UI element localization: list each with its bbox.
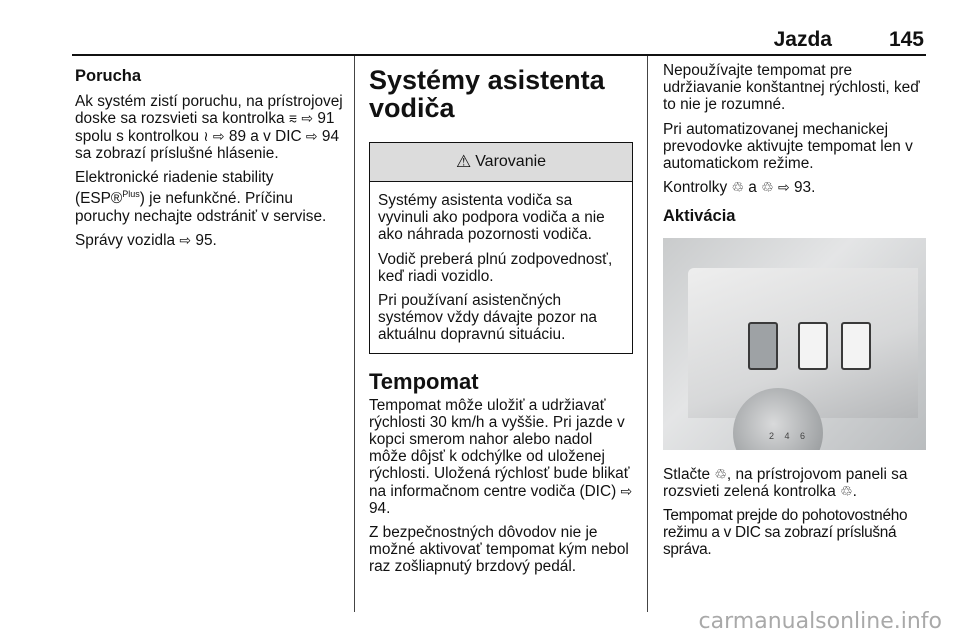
text: a v DIC [250, 127, 302, 145]
cruise-control-switch [748, 322, 778, 370]
warning-label: Varovanie [475, 153, 547, 171]
page-ref-arrow-icon: ⇨ [620, 482, 633, 499]
page-ref[interactable]: 91 [317, 110, 335, 128]
column-1 [75, 62, 343, 256]
text: . [852, 482, 857, 500]
page-ref-arrow-icon: ⇨ [305, 127, 318, 144]
page-ref[interactable]: 94. [369, 499, 391, 517]
page-ref-arrow-icon: ⇨ [212, 127, 225, 144]
paragraph [663, 466, 926, 500]
column-divider-2 [647, 56, 648, 612]
superscript: Plus [122, 189, 140, 200]
page-ref[interactable]: 89 [228, 127, 247, 145]
paragraph [369, 397, 633, 517]
text: , na prístrojovom paneli sa rozsvieti zelená kontrolka [663, 465, 908, 500]
page-ref[interactable]: 95. [195, 231, 217, 249]
page-ref-arrow-icon: ⇨ [301, 110, 314, 127]
paragraph [75, 232, 343, 249]
warning-paragraph: Vodič preberá plnú zodpovednosť, keď riadi vozidlo. [378, 250, 613, 285]
section-heading-tempomat: Tempomat [369, 368, 479, 394]
page-ref-arrow-icon: ⇨ [777, 179, 790, 196]
esp-warning-icon: ⩳ [288, 110, 298, 127]
page-ref-arrow-icon: ⇨ [179, 231, 192, 248]
text: a [748, 179, 757, 197]
section-heading-aktivacia: Aktivácia [663, 207, 736, 226]
text: Ak systém zistí poruchu, na prístrojovej doske sa rozsvieti sa kontrolka [75, 93, 343, 128]
cruise-control-switch-photo [663, 238, 926, 450]
header-rule [72, 54, 926, 56]
traction-icon: ≀ [203, 127, 209, 144]
paragraph [663, 179, 926, 196]
paragraph: Pri automatizovanej mechanickej prevodovke aktivujte tempomat len v automatickom režime. [663, 120, 913, 173]
text: Stlačte [663, 465, 711, 483]
paragraph [75, 169, 343, 225]
cruise-control-active-icon: ♲ [761, 179, 774, 196]
chapter-section-title: Systémy asistenta vodiča [369, 65, 605, 123]
cruise-control-icon: ♲ [714, 465, 727, 482]
text: Elektronické riadenie stability (ESP® [75, 169, 274, 208]
column-3 [663, 62, 926, 566]
warning-header [370, 143, 632, 182]
page-ref[interactable]: 94 [321, 127, 340, 145]
warning-triangle-icon: ⚠ [455, 152, 472, 172]
watermark: carmanualsonline.info [698, 609, 942, 634]
warning-paragraph: Systémy asistenta vodiča sa vyvinuli ako podpora vodiča a nie ako náhrada pozornosti vodiča. [378, 192, 605, 244]
text: Správy vozidla [75, 231, 176, 249]
cruise-control-icon: ♲ [731, 179, 744, 196]
text: ) je nefunkčné. Príčinu poruchy nechajte odstrániť v servise. [75, 190, 327, 225]
warning-paragraph: Pri používaní asistenčných systémov vždy dávajte pozor na aktuálnu dopravnú situáciu. [378, 292, 597, 344]
text: sa zobrazí príslušné hlásenie. [75, 144, 279, 162]
section-heading-porucha: Porucha [75, 67, 142, 85]
paragraph [75, 93, 343, 162]
warning-body [370, 182, 632, 353]
chapter-title: Jazda [773, 28, 832, 51]
text: Tempomat môže uložiť a udržiavať rýchlosti 30 km/h a vyššie. Pri jazde v kopci smerom nahor alebo nadol môže dôjsť k odchýlke od uloženej rýchlosti. Uložená rýchlosť bude blikať na informačnom centre vodiča (DIC) [369, 396, 630, 500]
paragraph: Tempomat prejde do pohotovostného režimu a v DIC sa zobrazí príslušná správa. [663, 507, 908, 559]
blank-switch [798, 322, 828, 370]
text: Kontrolky [663, 179, 728, 197]
gear-pattern-label: 2 4 6 [769, 430, 810, 441]
column-divider-1 [354, 56, 355, 612]
page-ref[interactable]: 93. [793, 179, 816, 197]
text: spolu s kontrolkou [75, 127, 200, 145]
page-number: 145 [888, 28, 924, 51]
paragraph: Z bezpečnostných dôvodov nie je možné aktivovať tempomat kým nebol raz zošliapnutý brzdový pedál. [369, 524, 629, 576]
column-2 [369, 62, 633, 583]
paragraph: Nepoužívajte tempomat pre udržiavanie konštantnej rýchlosti, keď to nie je rozumné. [663, 62, 920, 114]
warning-box [369, 142, 633, 354]
blank-switch [841, 322, 871, 370]
cruise-control-active-icon: ♲ [840, 482, 853, 499]
